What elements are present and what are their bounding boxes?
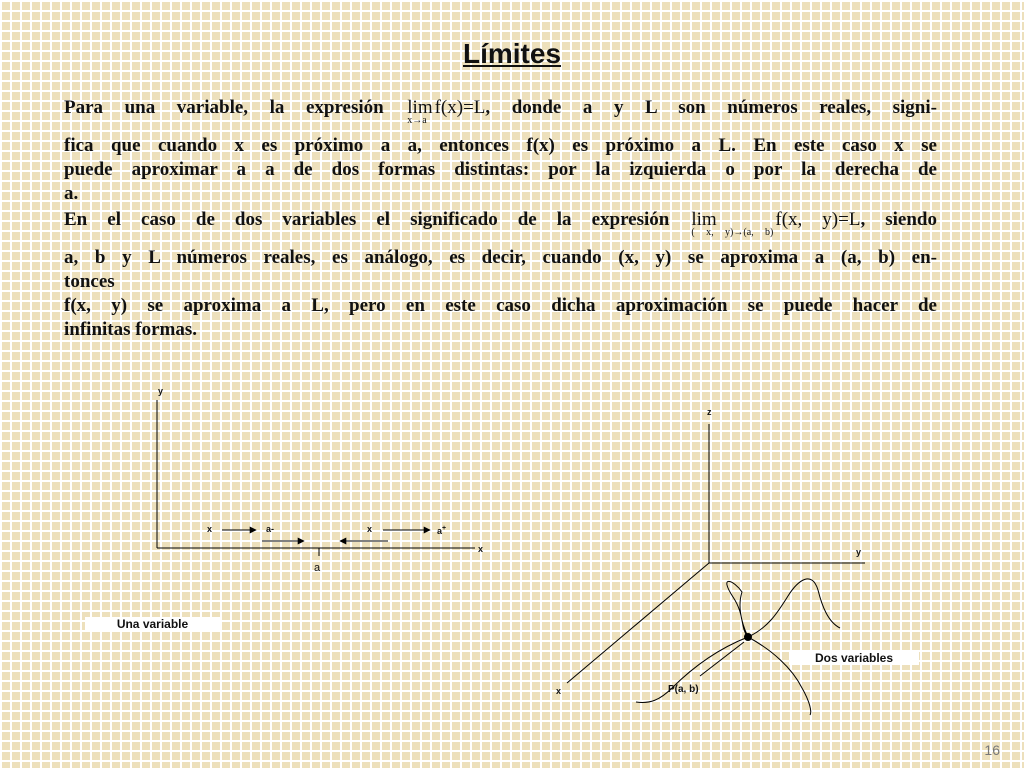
- p2-line2: a, b y L números reales, es análogo, es decir, cuando (x, y) se aproxima a (a, b) en-: [64, 247, 937, 268]
- p1-line2: fica que cuando x es próximo a a, entonces f(x) es próximo a L. En este caso x se: [64, 135, 937, 156]
- d2-y-label: y: [856, 547, 862, 557]
- p1-post: , donde a y L son números reales, signi-: [485, 97, 937, 118]
- p2-lim-word: lim: [691, 209, 717, 230]
- p2-lim-sub: ( x, y)→(a, b): [691, 227, 774, 238]
- p2-post: , siendo: [860, 209, 937, 230]
- diagram-two-variables: [567, 424, 865, 715]
- d1-right-a-text: a: [437, 526, 443, 536]
- diagram-one-variable: [157, 400, 475, 556]
- p2-pre: En el caso de dos variables el significado de la expresión: [64, 209, 670, 230]
- p2-line4: f(x, y) se aproxima a L, pero en este caso dicha aproximación se puede hacer de: [64, 295, 937, 316]
- d1-y-label: y: [158, 386, 164, 396]
- d1-a-label: a: [314, 562, 321, 574]
- p1-lim-expr: f(x)=L: [434, 97, 486, 118]
- d1-left-x: x: [207, 524, 213, 534]
- p1-line4: a.: [64, 183, 79, 204]
- p1-lim-sub: x→a: [407, 115, 427, 126]
- page-title: Límites: [462, 38, 562, 69]
- p2-line3: tonces: [64, 271, 115, 292]
- d1-right-a-sup: +: [442, 525, 447, 532]
- d1-x-label: x: [478, 544, 484, 554]
- p1-pre: Para una variable, la expresión: [64, 97, 384, 118]
- d1-left-a: a-: [266, 524, 275, 534]
- d2-x-label: x: [556, 686, 562, 696]
- approach-path-1: [727, 581, 748, 637]
- x-axis-line-3d: [567, 563, 709, 683]
- p1-lim-word: lim: [407, 97, 433, 118]
- p2-line5: infinitas formas.: [64, 319, 197, 340]
- d2-point-label: P(a, b): [668, 684, 699, 695]
- d1-right-a: [437, 524, 446, 536]
- p1-line3: puede aproximar a a de dos formas distintas: por la izquierda o por la derecha de: [64, 159, 937, 180]
- d1-right-x: x: [367, 524, 373, 534]
- d2-z-label: z: [707, 407, 712, 417]
- approach-path-3: [748, 637, 811, 715]
- caption-two-variables: Dos variables: [789, 651, 919, 665]
- p2-lim-expr: f(x, y)=L: [775, 209, 861, 230]
- approach-path-2: [748, 579, 840, 637]
- point-p: [744, 633, 752, 641]
- page-number: 16: [984, 742, 1000, 758]
- caption-one-variable: Una variable: [85, 617, 220, 631]
